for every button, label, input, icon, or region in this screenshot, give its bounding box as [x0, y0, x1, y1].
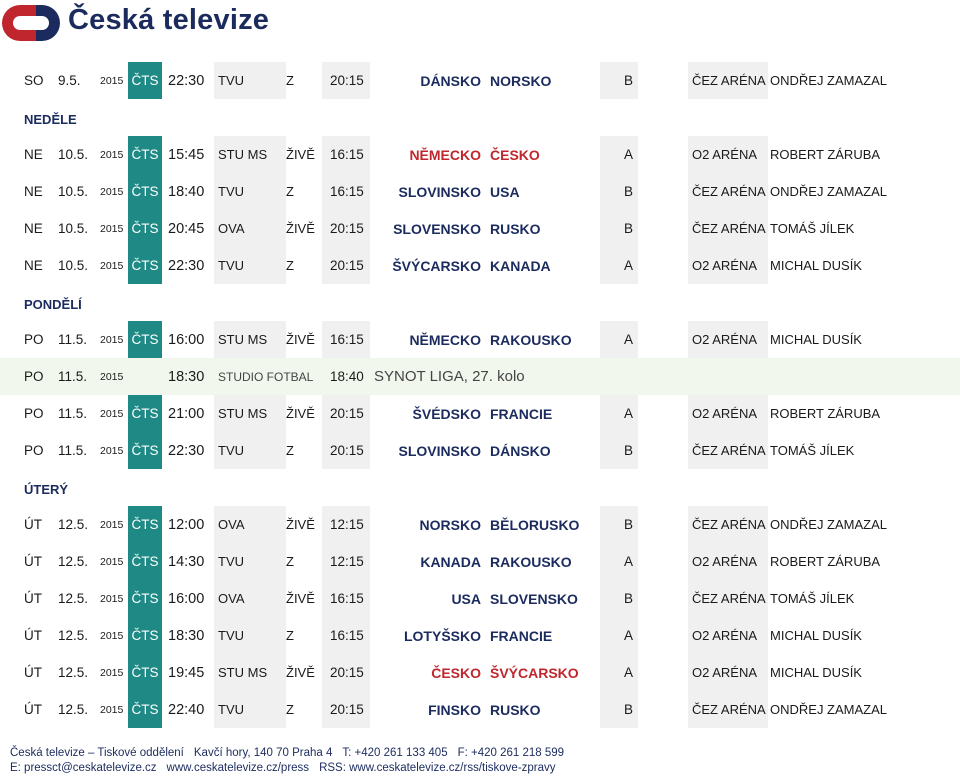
date-cell: 9.5.: [58, 73, 81, 88]
match-row: [0, 62, 960, 99]
group-cell: A: [624, 554, 634, 569]
broadcast-time: 18:30: [168, 627, 205, 644]
year-cell: 2015: [100, 703, 124, 716]
home-team: ŠVÉDSKO: [412, 405, 481, 422]
commentator-cell: TOMÁŠ JÍLEK: [770, 221, 855, 236]
day-label: PONDĚLÍ: [24, 297, 82, 312]
channel-badge: ČTS: [128, 691, 162, 728]
year-cell: 2015: [100, 629, 124, 642]
studio-cell: TVU: [218, 443, 244, 458]
broadcast-type: Z: [286, 184, 294, 199]
away-team: NORSKO: [490, 72, 552, 89]
group-cell: B: [624, 702, 634, 717]
channel-badge: ČTS: [128, 506, 162, 543]
broadcast-time: 21:00: [168, 405, 205, 422]
date-cell: 12.5.: [58, 517, 89, 532]
year-cell: 2015: [100, 222, 124, 235]
studio-cell: OVA: [218, 221, 245, 236]
footer-item[interactable]: www.ceskatelevize.cz/press: [166, 762, 310, 774]
day-abbr: ÚT: [24, 591, 42, 606]
arena-cell: ČEZ ARÉNA: [692, 443, 766, 458]
arena-cell: ČEZ ARÉNA: [692, 517, 766, 532]
match-row: [0, 691, 960, 728]
footer-item[interactable]: RSS: www.ceskatelevize.cz/rss/tiskove-zpravy: [319, 762, 556, 774]
day-header: [0, 99, 960, 136]
date-cell: 10.5.: [58, 184, 89, 199]
commentator-cell: ROBERT ZÁRUBA: [770, 554, 881, 569]
group-cell: A: [624, 628, 634, 643]
group-cell: B: [624, 591, 634, 606]
commentator-cell: ONDŘEJ ZAMAZAL: [770, 184, 888, 199]
broadcast-time: 22:30: [168, 72, 205, 89]
date-cell: 10.5.: [58, 258, 89, 273]
day-abbr: PO: [24, 443, 44, 458]
footer: [10, 746, 950, 776]
arena-cell: O2 ARÉNA: [692, 554, 758, 569]
studio-cell: TVU: [218, 554, 244, 569]
commentator-cell: TOMÁŠ JÍLEK: [770, 591, 855, 606]
match-row: [0, 543, 960, 580]
broadcast-type: Z: [286, 554, 294, 569]
arena-cell: O2 ARÉNA: [692, 665, 758, 680]
date-cell: 11.5.: [58, 369, 88, 384]
arena-cell: O2 ARÉNA: [692, 258, 758, 273]
match-row: [0, 506, 960, 543]
arena-cell: O2 ARÉNA: [692, 406, 758, 421]
day-abbr: ÚT: [24, 702, 42, 717]
date-cell: 12.5.: [58, 628, 89, 643]
broadcast-time: 16:00: [168, 331, 205, 348]
channel-badge: ČTS: [128, 617, 162, 654]
channel-badge: ČTS: [128, 395, 162, 432]
faceoff-time: 12:15: [330, 554, 364, 569]
away-team: SLOVENSKO: [490, 590, 578, 607]
broadcast-type: ŽIVĚ: [286, 591, 315, 606]
footer-item: Kavčí hory, 140 70 Praha 4: [193, 747, 333, 759]
group-cell: B: [624, 443, 634, 458]
home-team: NORSKO: [419, 516, 481, 533]
date-cell: 11.5.: [58, 406, 88, 421]
commentator-cell: TOMÁŠ JÍLEK: [770, 443, 855, 458]
commentator-cell: ONDŘEJ ZAMAZAL: [770, 73, 888, 88]
year-cell: 2015: [100, 518, 124, 531]
broadcast-type: ŽIVĚ: [286, 406, 315, 421]
home-team: SLOVENSKO: [393, 220, 481, 237]
faceoff-time: 16:15: [330, 332, 364, 347]
group-cell: B: [624, 221, 634, 236]
home-team: FINSKO: [428, 701, 481, 718]
broadcast-time: 12:00: [168, 516, 205, 533]
match-row: [0, 580, 960, 617]
match-row: [0, 321, 960, 358]
faceoff-time: 20:15: [330, 665, 364, 680]
studio-cell: OVA: [218, 517, 245, 532]
channel-badge: ČTS: [128, 62, 162, 99]
away-team: RAKOUSKO: [490, 331, 572, 348]
footer-contact-line: [10, 746, 950, 761]
away-team: RUSKO: [490, 220, 541, 237]
date-cell: 12.5.: [58, 554, 89, 569]
faceoff-time: 12:15: [330, 517, 364, 532]
home-team: NĚMECKO: [409, 146, 481, 163]
broadcast-type: ŽIVĚ: [286, 517, 315, 532]
year-cell: 2015: [100, 592, 124, 605]
broadcast-time: 16:00: [168, 590, 205, 607]
year-cell: 2015: [100, 333, 124, 346]
broadcast-type: Z: [286, 258, 294, 273]
match-row: [0, 617, 960, 654]
header: [0, 0, 960, 52]
group-cell: A: [624, 147, 634, 162]
broadcast-time: 18:40: [168, 183, 205, 200]
day-abbr: NE: [24, 147, 43, 162]
arena-cell: O2 ARÉNA: [692, 628, 758, 643]
year-cell: 2015: [100, 407, 124, 420]
studio-cell: TVU: [218, 258, 244, 273]
match-row: [0, 395, 960, 432]
away-team: FRANCIE: [490, 405, 553, 422]
channel-badge: ČTS: [128, 543, 162, 580]
broadcast-time: 20:45: [168, 220, 205, 237]
broadcast-type: Z: [286, 702, 294, 717]
group-cell: B: [624, 73, 634, 88]
broadcast-type: Z: [286, 73, 294, 88]
date-cell: 12.5.: [58, 665, 89, 680]
arena-cell: ČEZ ARÉNA: [692, 702, 766, 717]
home-team: LOTYŠSKO: [403, 627, 481, 644]
commentator-cell: MICHAL DUSÍK: [770, 258, 862, 273]
year-cell: 2015: [100, 185, 124, 198]
studio-cell: TVU: [218, 73, 244, 88]
year-cell: 2015: [100, 74, 124, 87]
studio-cell: TVU: [218, 184, 244, 199]
date-cell: 12.5.: [58, 702, 89, 717]
home-team: DÁNSKO: [420, 72, 481, 89]
faceoff-time: 20:15: [330, 221, 364, 236]
day-abbr: ÚT: [24, 554, 42, 569]
commentator-cell: MICHAL DUSÍK: [770, 332, 862, 347]
day-abbr: ÚT: [24, 628, 42, 643]
away-team: RUSKO: [490, 701, 541, 718]
commentator-cell: MICHAL DUSÍK: [770, 665, 862, 680]
day-abbr: PO: [24, 369, 44, 384]
away-team: KANADA: [490, 257, 551, 274]
channel-badge: ČTS: [128, 580, 162, 617]
faceoff-time: 20:15: [330, 702, 364, 717]
channel-badge: ČTS: [128, 247, 162, 284]
broadcast-type: ŽIVĚ: [286, 665, 315, 680]
arena-cell: O2 ARÉNA: [692, 147, 758, 162]
program-row: [0, 358, 960, 395]
channel-badge: ČTS: [128, 321, 162, 358]
footer-item[interactable]: E: pressct@ceskatelevize.cz: [10, 762, 157, 774]
faceoff-time: 16:15: [330, 184, 364, 199]
day-abbr: ÚT: [24, 517, 42, 532]
studio-cell: STU MS: [218, 406, 268, 421]
commentator-cell: ROBERT ZÁRUBA: [770, 406, 881, 421]
day-abbr: NE: [24, 258, 43, 273]
group-cell: A: [624, 332, 634, 347]
home-team: SLOVINSKO: [398, 442, 481, 459]
group-cell: A: [624, 665, 634, 680]
day-header: [0, 469, 960, 506]
broadcast-time: 19:45: [168, 664, 205, 681]
broadcast-type: ŽIVĚ: [286, 147, 315, 162]
year-cell: 2015: [100, 148, 124, 161]
home-team: NĚMECKO: [409, 331, 481, 348]
channel-badge: ČTS: [128, 210, 162, 247]
commentator-cell: MICHAL DUSÍK: [770, 628, 862, 643]
footer-links-line: [10, 761, 950, 776]
day-abbr: SO: [24, 73, 44, 88]
home-team: KANADA: [420, 553, 481, 570]
brand-title: Česká televize: [68, 4, 270, 36]
date-cell: 11.5.: [58, 443, 88, 458]
arena-cell: ČEZ ARÉNA: [692, 221, 766, 236]
group-cell: B: [624, 184, 634, 199]
day-abbr: NE: [24, 221, 43, 236]
date-cell: 12.5.: [58, 591, 89, 606]
arena-cell: ČEZ ARÉNA: [692, 184, 766, 199]
studio-cell: STU MS: [218, 332, 268, 347]
date-cell: 10.5.: [58, 147, 89, 162]
ct-logo-icon: [0, 2, 62, 44]
year-cell: 2015: [100, 259, 124, 272]
studio-cell: STUDIO FOTBAL: [218, 369, 314, 384]
home-team: USA: [451, 590, 481, 607]
day-header: [0, 284, 960, 321]
away-team: RAKOUSKO: [490, 553, 572, 570]
broadcast-time: 22:40: [168, 701, 205, 718]
away-team: ŠVÝCARSKO: [490, 664, 579, 681]
channel-badge: ČTS: [128, 654, 162, 691]
broadcast-time: 22:30: [168, 257, 205, 274]
home-team: ŠVÝCARSKO: [392, 257, 481, 274]
studio-cell: TVU: [218, 702, 244, 717]
commentator-cell: ONDŘEJ ZAMAZAL: [770, 702, 888, 717]
footer-item: Česká televize – Tiskové oddělení: [10, 747, 184, 759]
away-team: USA: [490, 183, 520, 200]
faceoff-time: 20:15: [330, 73, 364, 88]
away-team: FRANCIE: [490, 627, 553, 644]
broadcast-type: Z: [286, 628, 294, 643]
broadcast-schedule: [0, 62, 960, 728]
arena-cell: O2 ARÉNA: [692, 332, 758, 347]
studio-cell: OVA: [218, 591, 245, 606]
day-label: ÚTERÝ: [24, 482, 69, 497]
group-cell: B: [624, 517, 634, 532]
commentator-cell: ROBERT ZÁRUBA: [770, 147, 881, 162]
year-cell: 2015: [100, 444, 124, 457]
day-abbr: PO: [24, 332, 44, 347]
match-row: [0, 247, 960, 284]
studio-cell: STU MS: [218, 665, 268, 680]
faceoff-time: 20:15: [330, 258, 364, 273]
day-label: NEDĚLE: [24, 112, 77, 127]
faceoff-time: 16:15: [330, 147, 364, 162]
match-row: [0, 432, 960, 469]
home-team: ČESKO: [431, 664, 481, 681]
match-row: [0, 210, 960, 247]
channel-badge: ČTS: [128, 136, 162, 173]
channel-badge: ČTS: [128, 432, 162, 469]
date-cell: 10.5.: [58, 221, 89, 236]
broadcast-time: 15:45: [168, 146, 205, 163]
match-row: [0, 173, 960, 210]
group-cell: A: [624, 258, 634, 273]
away-team: BĚLORUSKO: [490, 516, 580, 533]
broadcast-type: ŽIVĚ: [286, 332, 315, 347]
program-note: SYNOT LIGA, 27. kolo: [374, 368, 525, 385]
broadcast-type: ŽIVĚ: [286, 221, 315, 236]
faceoff-time: 16:15: [330, 628, 364, 643]
match-row: [0, 136, 960, 173]
day-abbr: PO: [24, 406, 44, 421]
commentator-cell: ONDŘEJ ZAMAZAL: [770, 517, 888, 532]
footer-item: T: +420 261 133 405: [342, 747, 448, 759]
group-cell: A: [624, 406, 634, 421]
broadcast-time: 18:30: [168, 368, 205, 385]
faceoff-time: 16:15: [330, 591, 364, 606]
away-team: ČESKO: [490, 146, 540, 163]
footer-item: F: +420 261 218 599: [457, 747, 565, 759]
channel-badge: ČTS: [128, 173, 162, 210]
broadcast-time: 14:30: [168, 553, 205, 570]
arena-cell: ČEZ ARÉNA: [692, 73, 766, 88]
faceoff-time: 20:15: [330, 443, 364, 458]
start-time: 18:40: [330, 369, 364, 384]
home-team: SLOVINSKO: [398, 183, 481, 200]
studio-cell: STU MS: [218, 147, 268, 162]
arena-cell: ČEZ ARÉNA: [692, 591, 766, 606]
day-abbr: ÚT: [24, 665, 42, 680]
year-cell: 2015: [100, 555, 124, 568]
match-row: [0, 654, 960, 691]
year-cell: 2015: [100, 666, 124, 679]
away-team: DÁNSKO: [490, 442, 551, 459]
faceoff-time: 20:15: [330, 406, 364, 421]
year-cell: 2015: [100, 370, 124, 383]
broadcast-time: 22:30: [168, 442, 205, 459]
studio-cell: TVU: [218, 628, 244, 643]
broadcast-type: Z: [286, 443, 294, 458]
day-abbr: NE: [24, 184, 43, 199]
date-cell: 11.5.: [58, 332, 88, 347]
